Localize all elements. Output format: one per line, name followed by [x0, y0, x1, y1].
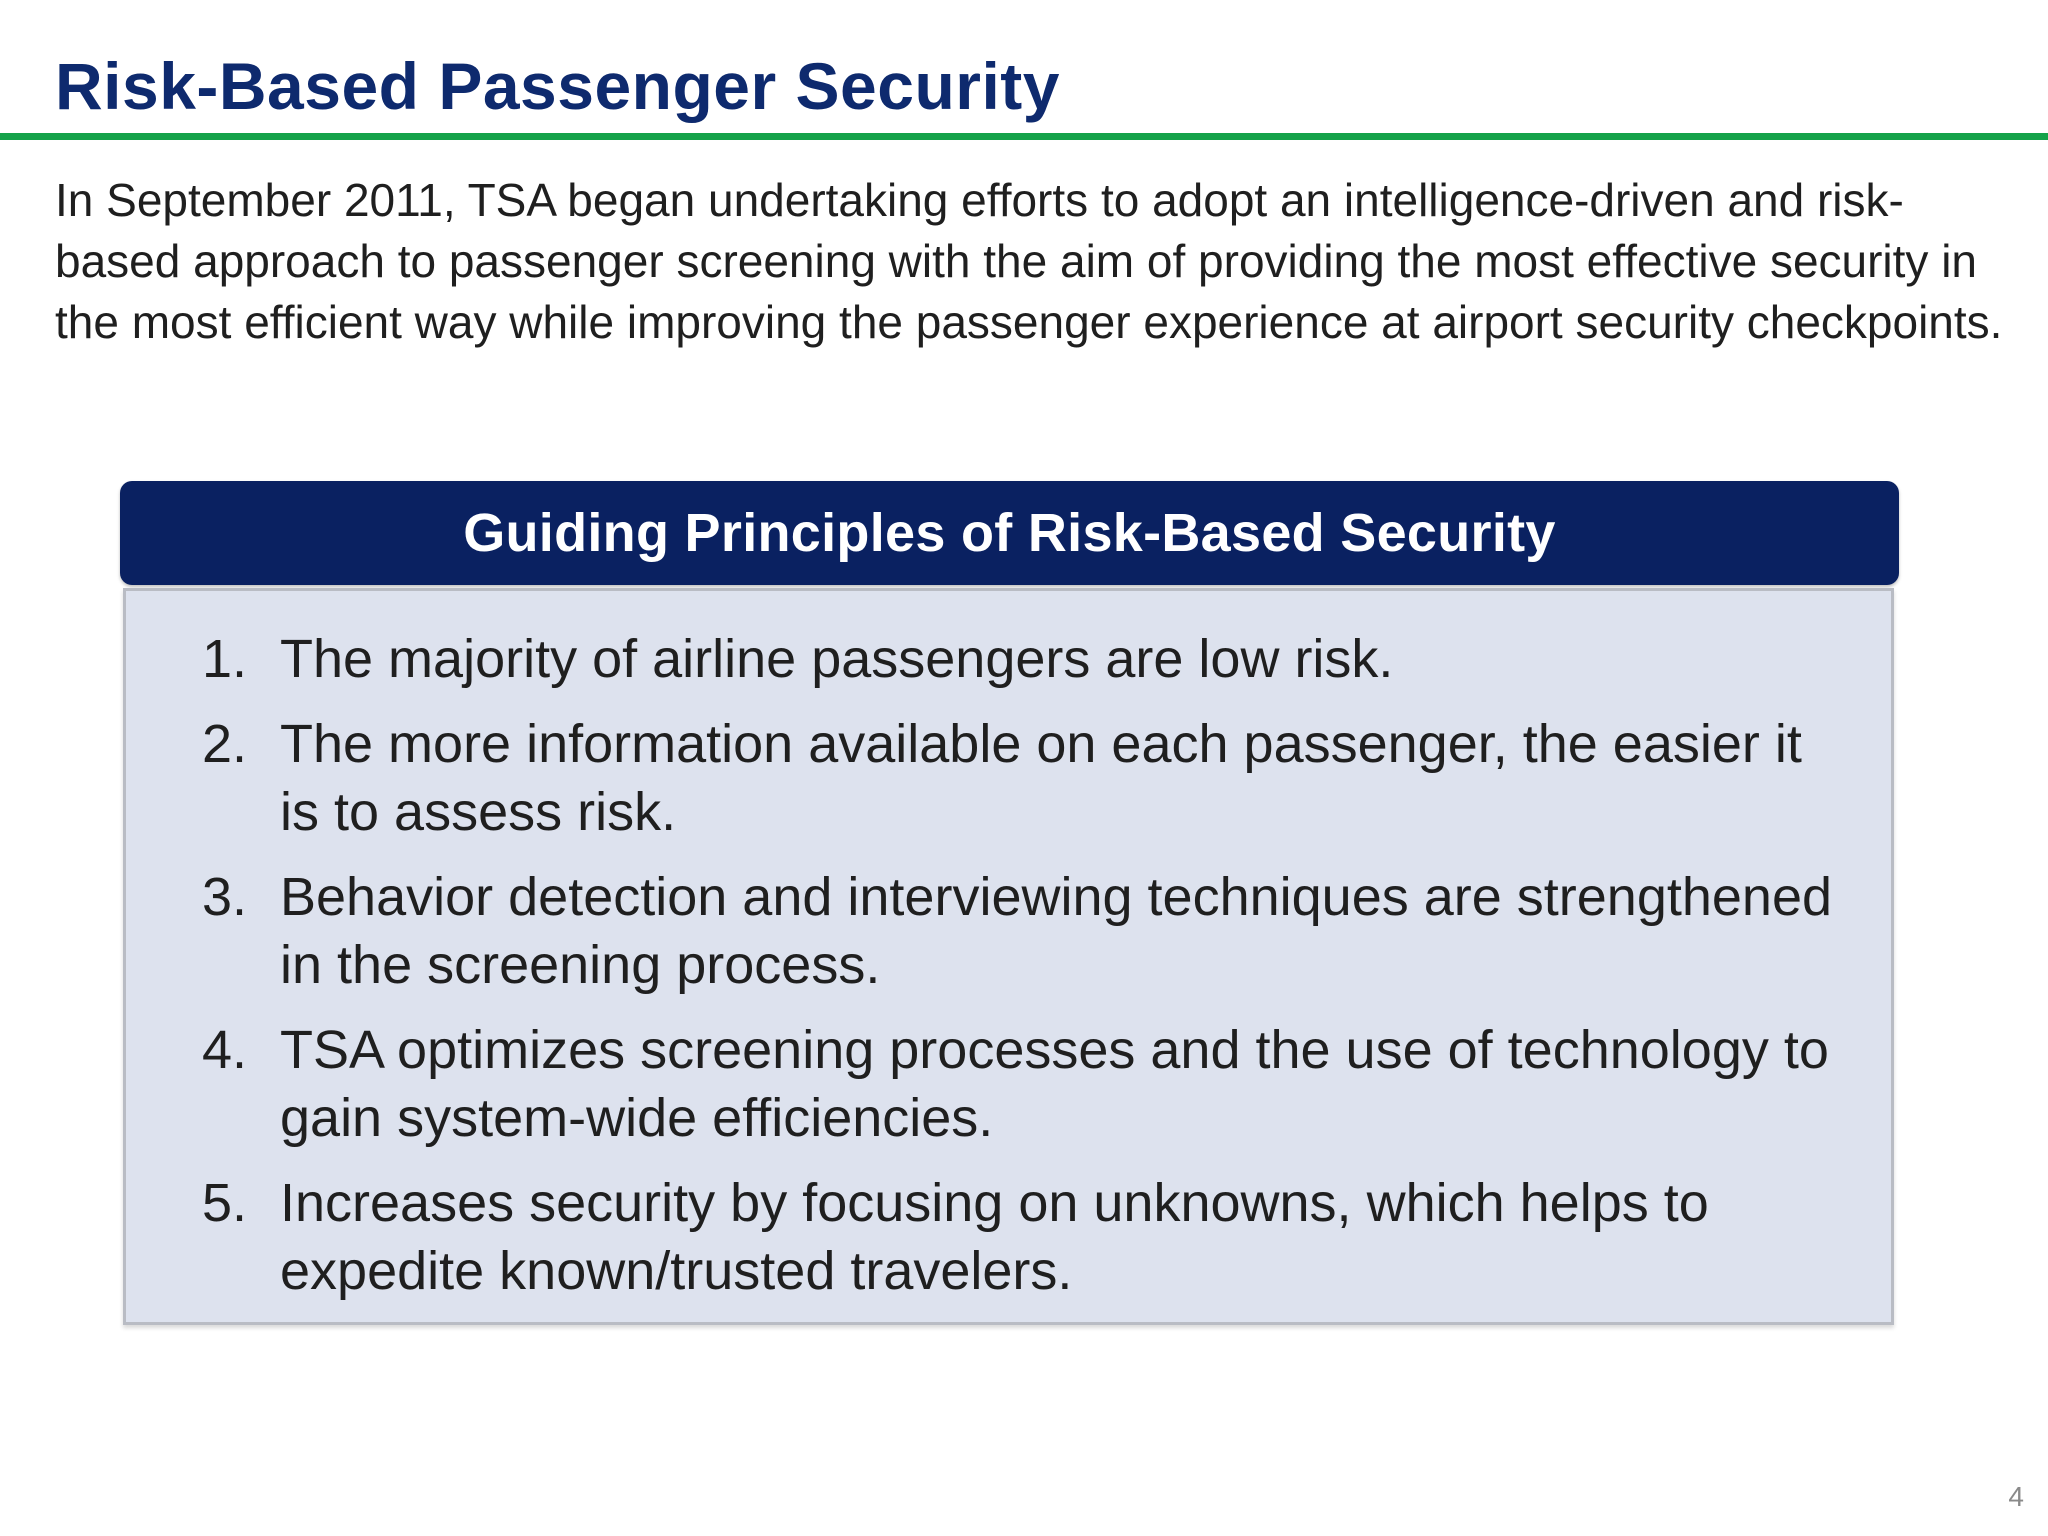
- principle-number: 3.: [202, 867, 248, 927]
- principle-item: [202, 625, 1842, 693]
- principle-text: TSA optimizes screening processes and the use of technology to gain system-wide efficiencies.: [280, 1020, 1829, 1148]
- principle-number: 2.: [202, 714, 248, 774]
- principle-text: Increases security by focusing on unknowns, which helps to expedite known/trusted travelers.: [280, 1173, 1709, 1301]
- principles-heading: Guiding Principles of Risk-Based Security: [463, 503, 1556, 563]
- slide-title: Risk-Based Passenger Security: [55, 49, 1060, 123]
- principle-text: The majority of airline passengers are low risk.: [280, 629, 1394, 689]
- principle-item: [202, 1169, 1842, 1305]
- principle-item: [202, 1016, 1842, 1152]
- principle-number: 5.: [202, 1173, 248, 1233]
- principles-panel-body: [123, 588, 1894, 1325]
- page-number: 4: [2008, 1481, 2024, 1512]
- principle-number: 4.: [202, 1020, 248, 1080]
- principle-number: 1.: [202, 629, 248, 689]
- principle-item: [202, 710, 1842, 846]
- principles-panel-header: [120, 481, 1899, 585]
- title-divider: [0, 133, 2048, 140]
- principle-item: [202, 863, 1842, 999]
- principles-list: [202, 625, 1842, 1322]
- principle-text: The more information available on each passenger, the easier it is to assess risk.: [280, 714, 1802, 842]
- principle-text: Behavior detection and interviewing techniques are strengthened in the screening process.: [280, 867, 1833, 995]
- intro-paragraph: In September 2011, TSA began undertaking efforts to adopt an intelligence-driven and risk-based approach to passenger screening with the aim of providing the most effective security in the most efficient way while improving the passenger experience at airport security checkpoints.: [55, 174, 2003, 348]
